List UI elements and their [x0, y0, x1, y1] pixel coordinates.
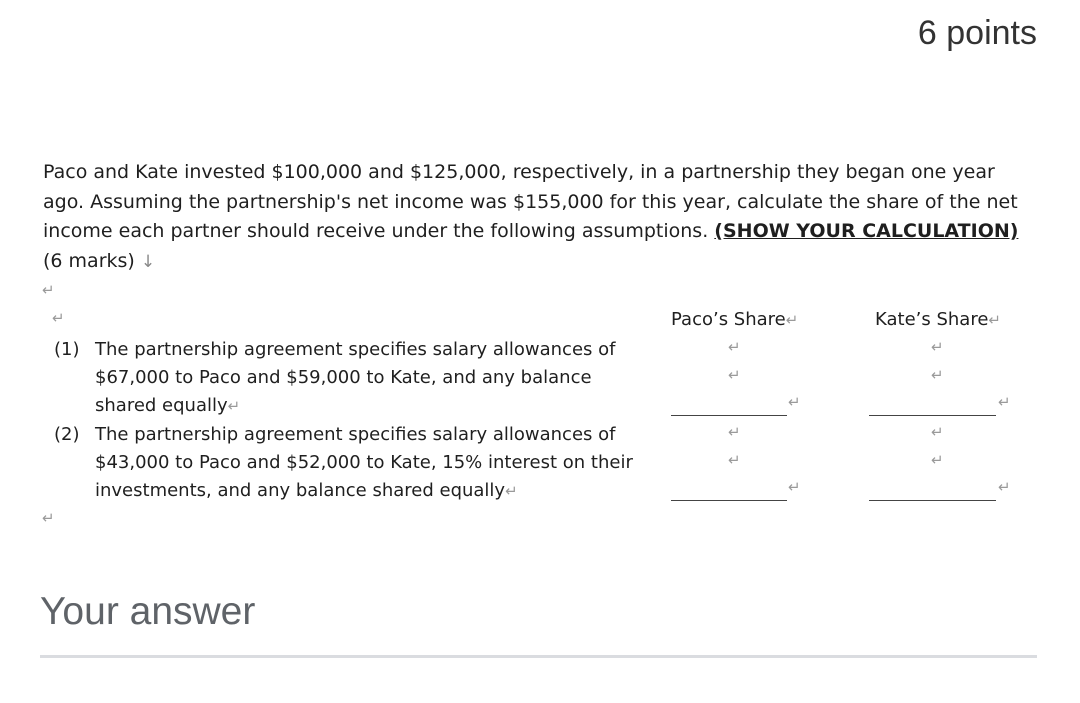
- column-header-kate: Kate’s Share↵: [875, 309, 1001, 330]
- points-label: 6 points: [917, 14, 1037, 52]
- blank-line: [869, 500, 996, 501]
- item-text: The partnership agreement specifies salary allowances of $43,000 to Paco and $52,000 to Kate, 15% interest on their investments, and any balance shared equally↵: [95, 424, 633, 501]
- marks-arrow-icon: ↓: [140, 251, 156, 272]
- blank-line: [671, 500, 787, 501]
- paragraph-mark-icon: ↵: [788, 478, 801, 496]
- paragraph-mark-icon: ↵: [728, 366, 741, 384]
- paragraph-mark-icon: ↵: [931, 423, 944, 441]
- paragraph-mark-icon: ↵: [998, 393, 1011, 411]
- column-header-paco: Paco’s Share↵: [671, 309, 799, 330]
- question-highlight: (SHOW YOUR CALCULATION): [714, 220, 1019, 242]
- answer-input[interactable]: Your answer: [40, 590, 256, 633]
- answer-underline[interactable]: [40, 655, 1037, 658]
- paragraph-mark-icon: ↵: [788, 393, 801, 411]
- paragraph-mark-icon: ↵: [998, 478, 1011, 496]
- question-body: Paco and Kate invested $100,000 and $125,000, respectively, in a partnership they began one year ago. Assuming the partnership's net income was $155,000 for this year, calculate the share of the net income each partner should receive under the following assumptions.: [43, 161, 1018, 242]
- paragraph-mark-icon: ↵: [728, 423, 741, 441]
- paragraph-mark-icon: ↵: [931, 338, 944, 356]
- blank-line: [671, 415, 787, 416]
- paragraph-mark-icon: ↵: [728, 451, 741, 469]
- paragraph-mark-icon: ↵: [42, 281, 55, 299]
- item-number: (2): [54, 424, 80, 445]
- question-text: [43, 158, 1033, 277]
- item-text: The partnership agreement specifies salary allowances of $67,000 to Paco and $59,000 to Kate, and any balance shared equally↵: [95, 339, 616, 416]
- item-number: (1): [54, 339, 80, 360]
- question-marks: (6 marks): [43, 249, 135, 272]
- paragraph-mark-icon: ↵: [728, 338, 741, 356]
- blank-line: [869, 415, 996, 416]
- paragraph-mark-icon: ↵: [931, 366, 944, 384]
- paragraph-mark-icon: ↵: [931, 451, 944, 469]
- paragraph-mark-icon: ↵: [52, 309, 65, 327]
- paragraph-mark-icon: ↵: [42, 509, 55, 527]
